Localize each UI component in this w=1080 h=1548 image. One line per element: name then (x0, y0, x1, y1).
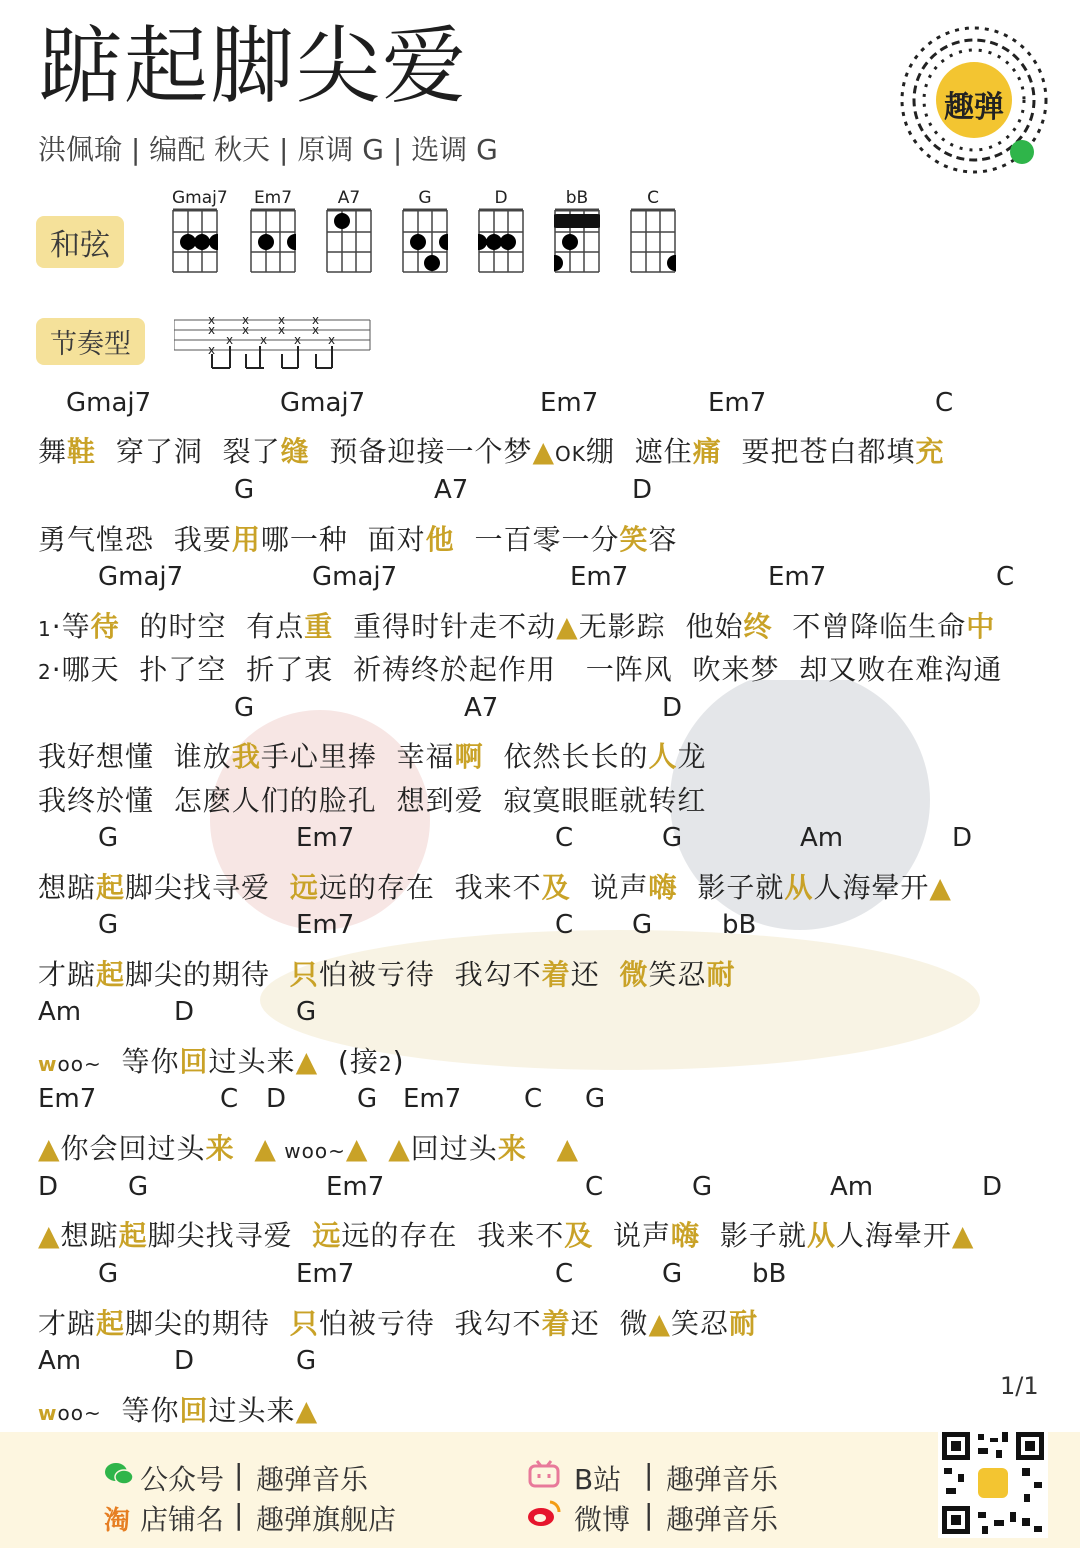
weibo-value: 趣弹音乐 (666, 1503, 779, 1536)
chord-symbol: bB (722, 910, 757, 940)
lyric-segment: 只 (289, 958, 319, 991)
lyric-line (38, 1127, 579, 1167)
lyric-segment: 从 (784, 871, 814, 904)
lyric-segment: 手心里捧 幸福 (260, 740, 455, 773)
lyric-segment: (接 (318, 1045, 379, 1078)
lyric-segment: 龙 (677, 740, 707, 773)
chord-symbol: G (692, 1172, 713, 1202)
lyric-segment: 笑 (619, 523, 649, 556)
lyric-segment: 我好想懂 谁放 (38, 740, 232, 773)
song-title: 踮起脚尖爱 (38, 17, 469, 115)
bili-value: 趣弹音乐 (666, 1463, 779, 1496)
lyric-segment: 起 (96, 1307, 126, 1340)
chord-symbol: Em7 (403, 1084, 462, 1114)
svg-text:x: x (208, 323, 216, 337)
lyric-segment: 脚尖的期待 (125, 958, 290, 991)
chord-symbol: Gmaj7 (312, 562, 398, 592)
chord-symbol: A7 (434, 475, 469, 505)
lyric-segment: 的时空 有点 (119, 610, 305, 643)
page-number: 1/1 (1000, 1372, 1039, 1400)
lyric-line (38, 518, 678, 558)
lyric-segment: 远 (289, 871, 319, 904)
svg-text:x: x (208, 313, 216, 327)
chord-symbol: G (296, 1346, 317, 1376)
rhythm-tag: 节奏型 (36, 318, 145, 365)
lyric-segment: 还 (570, 958, 620, 991)
chord-symbol: G (128, 1172, 149, 1202)
lyric-segment: 重得时针走不动 (333, 610, 557, 643)
chord-symbol: Em7 (540, 388, 599, 418)
qr-code (938, 1428, 1048, 1538)
svg-text:x: x (312, 323, 320, 337)
chord-symbol: Em7 (38, 1084, 97, 1114)
lyric-segment: 回 (179, 1045, 209, 1078)
lyric-segment: 2 (378, 1052, 393, 1076)
lyric-segment: oo~ (57, 1052, 102, 1076)
mini-program-code (896, 22, 1052, 178)
chord-symbol: G (662, 1259, 683, 1289)
chord-diagram-c (630, 188, 676, 278)
chord-symbol: D (662, 693, 683, 723)
lyric-segment: 耐 (706, 958, 736, 991)
lyric-line (38, 1389, 318, 1429)
triangle-marker-icon: ▲ (38, 1132, 61, 1165)
lyric-segment: 及 (541, 871, 571, 904)
footer-separator: | (234, 1458, 244, 1491)
triangle-marker-icon: ▲ (648, 1307, 672, 1340)
lyric-segment: 说声 (570, 871, 649, 904)
chord-diagram-d (478, 188, 524, 278)
lyric-segment: 人海晕开 (813, 871, 930, 904)
lyric-segment: 从 (806, 1219, 836, 1252)
lyric-segment: 重 (304, 610, 334, 643)
chord-symbol: Am (830, 1172, 874, 1202)
lyric-segment: 远 (312, 1219, 342, 1252)
lyric-segment: woo~ (276, 1139, 346, 1163)
lyric-segment: 着 (541, 1307, 571, 1340)
triangle-marker-icon: ▲ (295, 1045, 319, 1078)
song-subtitle: 洪佩瑜 | 编配 秋天 | 原调 G | 选调 G (38, 133, 498, 166)
triangle-marker-icon: ▲ (951, 1219, 975, 1252)
chord-symbol: G (98, 1259, 119, 1289)
shop-value: 趣弹旗舰店 (256, 1503, 397, 1536)
footer-separator: | (644, 1458, 654, 1491)
footer-separator: | (644, 1498, 654, 1531)
lyric-segment: 想踮 (38, 871, 97, 904)
chord-name: Em7 (253, 188, 293, 208)
svg-text:x: x (226, 333, 234, 347)
lyric-segment: 人 (648, 740, 678, 773)
lyric-segment: 待 (90, 610, 120, 643)
chord-symbol: Am (38, 1346, 82, 1376)
chord-name: A7 (337, 188, 361, 208)
lyric-line (38, 866, 952, 906)
chord-name: bB (565, 188, 589, 208)
lyric-segment: 微 (619, 958, 649, 991)
chord-symbol: C (585, 1172, 604, 1202)
chord-symbol: Em7 (570, 562, 629, 592)
lyric-segment: 远的存在 我来不 (318, 871, 542, 904)
wechat-icon (104, 1462, 134, 1486)
logo-text: 趣弹 (944, 90, 1004, 125)
svg-text:x: x (328, 333, 336, 347)
lyric-segment: 充 (915, 435, 945, 468)
lyric-segment: 笑忍 (648, 958, 707, 991)
chord-symbol: Gmaj7 (280, 388, 366, 418)
chord-name: D (494, 188, 508, 208)
lyric-segment: 笑忍 (671, 1307, 730, 1340)
lyric-segment: 着 (541, 958, 571, 991)
chord-symbol: C (555, 823, 574, 853)
lyric-segment: oo~ (57, 1401, 102, 1425)
lyric-segment: 鞋 (67, 435, 97, 468)
svg-text:x: x (278, 313, 286, 327)
chord-diagram-gmaj7 (172, 188, 228, 278)
chord-symbol: Em7 (296, 823, 355, 853)
chord-symbol: G (357, 1084, 378, 1114)
lyric-segment: 怕被亏待 我勾不 (318, 958, 542, 991)
lyric-segment (527, 1132, 557, 1165)
triangle-marker-icon: ▲ (929, 871, 952, 904)
lyric-segment: 痛 (692, 435, 722, 468)
footer (0, 1432, 1080, 1548)
lyric-line (38, 648, 1002, 688)
lyric-segment: 不曾降临生命 (772, 610, 967, 643)
lyric-segment: 终 (743, 610, 773, 643)
chord-symbol: A7 (464, 693, 499, 723)
lyric-segment: ) (392, 1045, 405, 1078)
lyric-segment: 依然长长的 (483, 740, 649, 773)
lyric-segment: 回 (179, 1394, 209, 1427)
chord-symbol: G (234, 475, 255, 505)
chord-diagram-bb (554, 188, 600, 278)
chord-symbol: G (632, 910, 653, 940)
triangle-marker-icon: ▲ (388, 1132, 411, 1165)
lyric-segment: 影子就 (677, 871, 785, 904)
chord-symbol: D (632, 475, 653, 505)
chord-symbol: Em7 (296, 910, 355, 940)
bili-label: B站 (574, 1463, 622, 1496)
lyric-line (38, 1040, 405, 1080)
chord-symbol: C (524, 1084, 543, 1114)
triangle-marker-icon: ▲ (295, 1394, 319, 1427)
chord-name: Gmaj7 (172, 188, 228, 208)
chord-symbol: Gmaj7 (98, 562, 184, 592)
lyric-segment: 穿了洞 裂了 (96, 435, 281, 468)
chord-symbol: G (662, 823, 683, 853)
lyric-segment: 过头来 (208, 1394, 296, 1427)
chord-symbol: Em7 (708, 388, 767, 418)
footer-separator: | (234, 1498, 244, 1531)
lyric-line (38, 735, 707, 775)
triangle-marker-icon: ▲ (38, 1219, 61, 1252)
lyric-line (38, 1214, 974, 1254)
chord-symbol: C (555, 1259, 574, 1289)
lyric-segment: 脚尖找寻爱 (125, 871, 290, 904)
lyric-line (38, 430, 945, 470)
weibo-icon (526, 1498, 562, 1532)
lyric-segment: 起 (96, 958, 126, 991)
lyric-segment: 缝 (280, 435, 310, 468)
lyric-segment: 哪一种 面对 (260, 523, 426, 556)
weibo-label: 微博 (574, 1503, 631, 1536)
lyric-segment: 容 (648, 523, 678, 556)
lyric-segment: 过头来 (208, 1045, 296, 1078)
lyric-segment: 2 (38, 660, 52, 684)
lyric-segment: 说声 (593, 1219, 672, 1252)
chord-diagram-a7 (326, 188, 372, 278)
lyric-segment (235, 1132, 255, 1165)
triangle-marker-icon: ▲ (254, 1132, 277, 1165)
chord-symbol: Em7 (326, 1172, 385, 1202)
lyric-segment: 及 (564, 1219, 594, 1252)
svg-text:x: x (242, 323, 250, 337)
chord-symbol: D (266, 1084, 287, 1114)
chord-symbol: D (174, 1346, 195, 1376)
lyric-segment: 耐 (729, 1307, 759, 1340)
lyric-segment: 我 (231, 740, 261, 773)
lyric-line (38, 605, 995, 645)
chord-symbol: G (98, 823, 119, 853)
chord-symbol: Am (38, 997, 82, 1027)
triangle-marker-icon: ▲ (556, 610, 579, 643)
lyric-segment (368, 1132, 388, 1165)
lyric-segment: 来 (497, 1132, 527, 1165)
lyric-segment: ·等 (51, 610, 91, 643)
rhythm-pattern (174, 312, 374, 376)
lyric-segment: 回过头 (410, 1132, 498, 1165)
svg-text:x: x (278, 323, 286, 337)
lyric-segment: 用 (231, 523, 261, 556)
chord-symbol: D (982, 1172, 1003, 1202)
shop-label: 店铺名 (140, 1503, 225, 1536)
lyric-segment: 勇气惶恐 我要 (38, 523, 232, 556)
chord-symbol: G (234, 693, 255, 723)
chord-symbol: D (38, 1172, 59, 1202)
lyric-segment: 脚尖的期待 (125, 1307, 290, 1340)
lyric-segment: 想踮 (60, 1219, 119, 1252)
chord-symbol: C (555, 910, 574, 940)
lyric-segment: 还 微 (570, 1307, 649, 1340)
lyric-segment: 脚尖找寻爱 (147, 1219, 313, 1252)
triangle-marker-icon: ▲ (532, 435, 556, 468)
lyric-segment: 绷 遮住 (585, 435, 693, 468)
svg-text:x: x (294, 333, 302, 347)
chord-symbol: G (98, 910, 119, 940)
lyric-segment: 等你 (101, 1394, 180, 1427)
chord-name: C (647, 188, 659, 208)
chord-symbol: G (296, 997, 317, 1027)
lyric-segment: 啊 (454, 740, 484, 773)
chords-tag: 和弦 (36, 216, 124, 268)
lyric-segment: 一百零一分 (454, 523, 620, 556)
svg-text:x: x (312, 313, 320, 327)
lyric-segment: 怕被亏待 我勾不 (318, 1307, 542, 1340)
chord-symbol: Gmaj7 (66, 388, 152, 418)
lyric-segment: 人海晕开 (835, 1219, 952, 1252)
chord-symbol: Em7 (296, 1259, 355, 1289)
lyric-line (38, 953, 736, 993)
svg-text:x: x (242, 313, 250, 327)
bilibili-icon (528, 1460, 560, 1492)
wechat-value: 趣弹音乐 (256, 1463, 369, 1496)
lyric-segment: 舞 (38, 435, 68, 468)
chord-symbol: C (996, 562, 1015, 592)
lyric-segment: 才踮 (38, 1307, 97, 1340)
taobao-icon: 淘 (104, 1506, 131, 1536)
chord-symbol: Em7 (768, 562, 827, 592)
triangle-marker-icon: ▲ (345, 1132, 369, 1165)
lyric-segment: 起 (118, 1219, 148, 1252)
lyric-segment: 我终於懂 怎麽人们的脸孔 想到爱 寂寞眼眶就转红 (38, 784, 707, 817)
triangle-marker-icon: ▲ (556, 1132, 580, 1165)
lyric-segment: 预备迎接一个梦 (309, 435, 533, 468)
chord-symbol: G (585, 1084, 606, 1114)
lyric-segment: 要把苍白都填 (721, 435, 916, 468)
lyric-segment: 中 (966, 610, 996, 643)
lyric-segment: 1 (38, 617, 52, 641)
chord-symbol: bB (752, 1259, 787, 1289)
wechat-label: 公众号 (140, 1463, 225, 1496)
lyric-segment: 嗨 (671, 1219, 701, 1252)
lyric-segment: 远的存在 我来不 (341, 1219, 565, 1252)
lyric-segment: 他 (425, 523, 455, 556)
lyric-segment: w (38, 1401, 58, 1425)
chord-symbol: D (174, 997, 195, 1027)
lyric-segment: ·哪天 扑了空 折了衷 祈祷终於起作用 一阵风 吹来梦 却又败在难沟通 (51, 653, 1003, 686)
lyric-segment: 无影踪 他始 (578, 610, 744, 643)
lyric-segment: 等你 (101, 1045, 180, 1078)
lyric-segment: 影子就 (700, 1219, 807, 1252)
lyric-segment: w (38, 1052, 58, 1076)
svg-text:x: x (208, 343, 216, 357)
chord-symbol: D (952, 823, 973, 853)
chord-symbol: Am (800, 823, 844, 853)
lyric-line (38, 779, 706, 819)
lyric-segment: 起 (96, 871, 126, 904)
lyric-line (38, 1302, 758, 1342)
chord-name: G (418, 188, 432, 208)
chord-symbol: C (935, 388, 954, 418)
lyric-segment: 来 (205, 1132, 235, 1165)
lyric-segment: OK (555, 442, 586, 466)
chord-symbol: C (220, 1084, 239, 1114)
svg-text:x: x (260, 333, 268, 347)
chord-diagram-em7 (250, 188, 296, 278)
lyric-segment: 你会回过头 (60, 1132, 206, 1165)
lyric-segment: 才踮 (38, 958, 97, 991)
chord-diagram-g (402, 188, 448, 278)
lyric-segment: 只 (289, 1307, 319, 1340)
lyric-segment: 嗨 (648, 871, 678, 904)
